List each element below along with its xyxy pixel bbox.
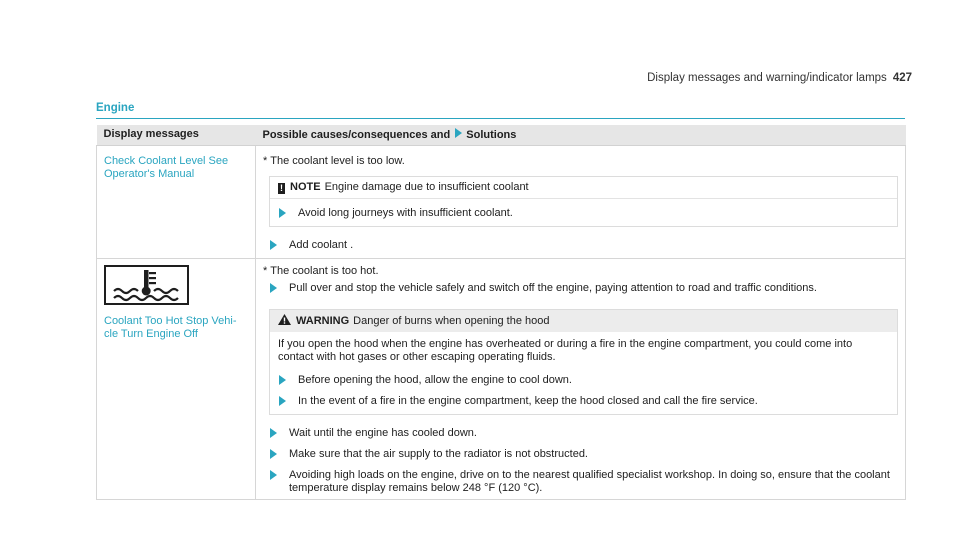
warning-title: Danger of burns when opening the hood: [353, 315, 550, 327]
arrow-right-icon: [270, 428, 277, 438]
exclamation-icon: !: [280, 183, 283, 193]
note-step: [278, 207, 889, 220]
warning-keyword: WARNING: [296, 315, 350, 327]
section-divider: [96, 118, 905, 119]
coolant-temperature-icon: [104, 265, 189, 305]
column-header-solutions-label: Solutions: [466, 129, 517, 141]
column-header-causes-label: Possible causes/consequences and: [262, 129, 451, 141]
warning-text: If you open the hood when the engine has overheated or during a fire in the engine compartment, you could come into contact with hot gases or other escaping operating fluids.: [278, 338, 853, 363]
table-row: [97, 259, 906, 500]
table-row: [97, 146, 906, 259]
display-message-text: Check Coolant Level See Operator's Manual: [104, 155, 229, 180]
note-title: Engine damage due to insufficient coolant: [324, 181, 529, 193]
cause-text: * The coolant is too hot.: [263, 265, 379, 277]
column-header-messages: Display messages: [97, 125, 256, 146]
solution-step: [269, 427, 898, 440]
warning-step-text: Before opening the hood, allow the engine to cool down.: [298, 374, 572, 386]
solution-step: [269, 448, 898, 461]
warning-box: [269, 309, 898, 415]
warning-step: [278, 374, 889, 387]
arrow-right-icon: [455, 128, 462, 138]
arrow-right-icon: [279, 375, 286, 385]
arrow-right-icon: [279, 396, 286, 406]
solution-step-text: Add coolant .: [289, 239, 354, 251]
solution-step-text: Wait until the engine has cooled down.: [289, 427, 477, 439]
running-header-title: Display messages and warning/indicator lamps: [647, 72, 887, 84]
solution-step: [269, 469, 898, 495]
note-box: [269, 176, 898, 227]
note-step-text: Avoid long journeys with insufficient coolant.: [298, 207, 513, 219]
cause-text: * The coolant level is too low.: [263, 155, 405, 167]
warning-triangle-icon: [278, 314, 291, 325]
warning-step: [278, 395, 889, 408]
column-header-causes: [256, 125, 906, 146]
solution-step-text: Avoiding high loads on the engine, drive on to the nearest qualified specialist workshop. In doing so, ensure that the coolant temperature display remains below 248 °F (120 °C).: [289, 469, 890, 494]
warning-body: [270, 338, 897, 414]
solution-step: [269, 282, 898, 295]
warning-header: [270, 310, 897, 332]
cause-label: The coolant level is too low.: [270, 155, 405, 167]
page-header: [647, 72, 912, 84]
section-title: Engine: [96, 102, 135, 114]
page-number: 427: [892, 72, 912, 84]
arrow-right-icon: [279, 208, 286, 218]
arrow-right-icon: [270, 449, 277, 459]
solution-step-text: Make sure that the air supply to the radiator is not obstructed.: [289, 448, 588, 460]
warning-step-text: In the event of a fire in the engine compartment, keep the hood closed and call the fire service.: [298, 395, 758, 407]
solution-step: [269, 239, 898, 252]
arrow-right-icon: [270, 240, 277, 250]
arrow-right-icon: [270, 283, 277, 293]
note-body: [270, 207, 897, 226]
table-header-row: [97, 125, 906, 146]
cause-label: The coolant is too hot.: [270, 265, 379, 277]
display-message-text: Coolant Too Hot Stop Vehi-cle Turn Engine Off: [104, 315, 237, 340]
solution-step-text: Pull over and stop the vehicle safely and switch off the engine, paying attention to road and traffic conditions.: [289, 282, 817, 294]
note-keyword: NOTE: [290, 181, 321, 193]
arrow-right-icon: [270, 470, 277, 480]
note-header: [270, 177, 897, 199]
messages-table: [96, 125, 906, 500]
